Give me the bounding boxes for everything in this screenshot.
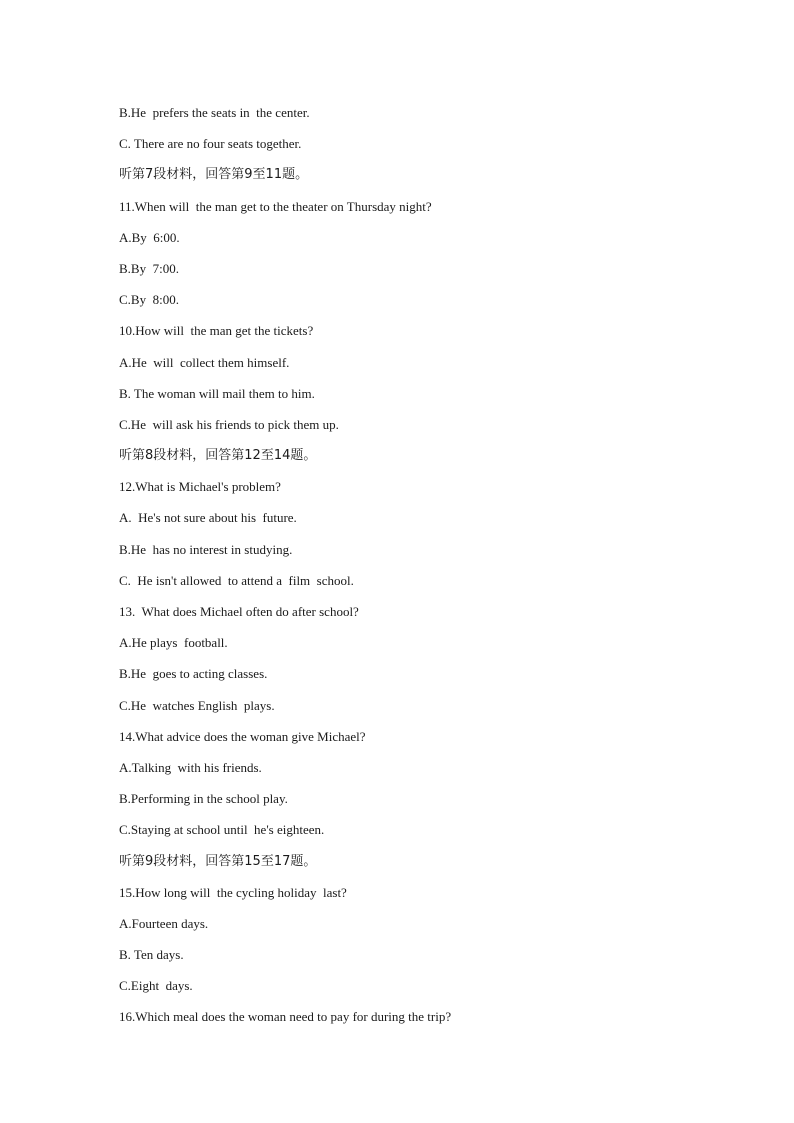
answer-option: A.Fourteen days.	[119, 915, 209, 931]
question-text: 13. What does Michael often do after school?	[119, 604, 359, 619]
answer-option: C.By 8:00.	[119, 292, 179, 308]
answer-option: B.By 7:00.	[119, 260, 179, 276]
answer-option: A. He's not sure about his future.	[119, 510, 297, 526]
answer-option: C.He will ask his friends to pick them up.	[119, 416, 339, 432]
question-text: 14.What advice does the woman give Michael?	[119, 728, 366, 744]
section-heading: 听第8段材料，回答第12至14题。	[119, 448, 317, 464]
answer-option: C. He isn't allowed to attend a film school.	[119, 572, 354, 588]
answer-option: A.Talking with his friends.	[119, 759, 262, 775]
question-text: 15.How long will the cycling holiday last?	[119, 884, 347, 900]
section-heading: 听第7段材料，回答第9至11题。	[119, 167, 309, 183]
answer-option: B. Ten days.	[119, 947, 184, 963]
question-text: 12.What is Michael's problem?	[119, 479, 281, 495]
answer-option: A.He plays football.	[119, 635, 228, 651]
question-text: 11.When will the man get to the theater on Thursday night?	[119, 198, 432, 214]
document-body	[119, 104, 719, 1040]
answer-option: B.He goes to acting classes.	[119, 666, 268, 682]
answer-option: C.Eight days.	[119, 978, 193, 994]
question-text: 10.How will the man get the tickets?	[119, 323, 314, 339]
answer-option: C.Staying at school until he's eighteen.	[119, 822, 325, 838]
answer-option: B.Performing in the school play.	[119, 791, 288, 807]
answer-option: A.By 6:00.	[119, 229, 180, 245]
section-heading: 听第9段材料，回答第15至17题。	[119, 853, 317, 869]
answer-option: C. There are no four seats together.	[119, 136, 302, 152]
answer-option: A.He will collect them himself.	[119, 354, 290, 370]
question-text: 16.Which meal does the woman need to pay for during the trip?	[119, 1009, 452, 1025]
answer-option: C.He watches English plays.	[119, 697, 275, 713]
answer-option: B. The woman will mail them to him.	[119, 385, 315, 401]
answer-option: B.He has no interest in studying.	[119, 541, 293, 557]
answer-option: B.He prefers the seats in the center.	[119, 105, 310, 120]
